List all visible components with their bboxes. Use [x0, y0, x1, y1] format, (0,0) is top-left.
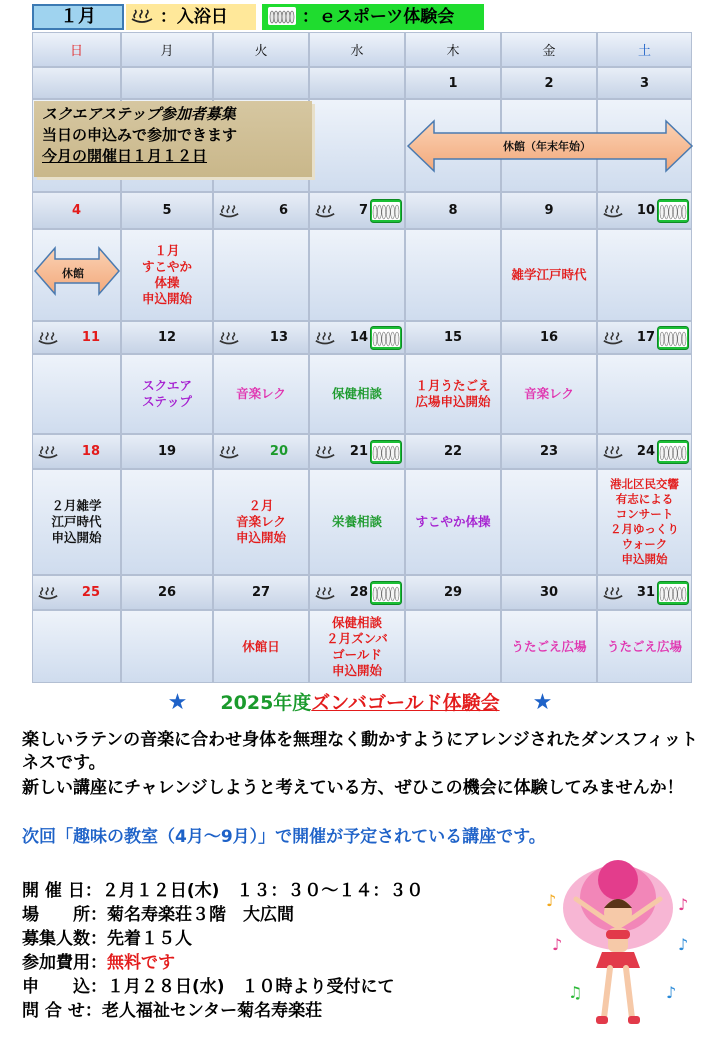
date-cell — [309, 575, 405, 610]
date-number: 28 — [349, 585, 368, 600]
event-text: ２月 音楽レク 申込開始 — [235, 498, 286, 545]
square-step-notice — [34, 101, 312, 177]
date-number: 6 — [278, 203, 288, 218]
bowling-pins-icon — [657, 581, 689, 605]
date-number: 21 — [349, 444, 368, 459]
event-text: １月うたごえ 広場申込開始 — [415, 378, 491, 409]
date-cell — [597, 192, 692, 229]
date-cell — [501, 321, 597, 354]
event-cell — [501, 354, 597, 434]
hot-spring-icon — [37, 585, 59, 601]
info-apply: 申 込：１月２８日(水) １０時より受付にて — [22, 977, 395, 997]
date-number: 17 — [636, 330, 655, 345]
date-cell — [121, 575, 213, 610]
date-cell — [597, 575, 692, 610]
bowling-pins-icon — [657, 199, 689, 223]
event-cell — [597, 354, 692, 434]
event-text: すこやか体操 — [415, 514, 491, 529]
event-cell — [309, 610, 405, 683]
bowling-pins-icon — [657, 440, 689, 464]
weekday-label: 火 — [254, 44, 268, 59]
star-icon: ★ — [167, 690, 188, 715]
event-cell — [501, 610, 597, 683]
event-cell — [213, 610, 309, 683]
date-cell — [405, 434, 501, 469]
svg-text:♪: ♪ — [546, 891, 557, 910]
hot-spring-icon — [314, 330, 336, 346]
event-text: 休館日 — [242, 638, 280, 654]
event-cell — [405, 354, 501, 434]
date-number: 2 — [544, 75, 554, 91]
legend-bath-label: ：入浴日 — [159, 7, 228, 27]
event-cell — [405, 469, 501, 575]
info-fee-label: 参加費用： — [22, 953, 107, 973]
date-number: 11 — [81, 330, 100, 345]
event-cell — [121, 354, 213, 434]
event-text: ２月雑学 江戸時代 申込開始 — [51, 498, 102, 545]
weekday-label: 木 — [446, 44, 460, 59]
event-cell — [32, 610, 121, 683]
svg-text:♪: ♪ — [678, 935, 689, 954]
date-cell — [121, 434, 213, 469]
zumba-description-1: 楽しいラテンの音楽に合わせ身体を無理なく動かすようにアレンジされたダンスフィットネスです。 — [22, 730, 698, 773]
date-number: 5 — [162, 203, 172, 218]
weekday-label: 土 — [637, 44, 651, 59]
event-cell — [32, 354, 121, 434]
weekday-3 — [309, 32, 405, 67]
date-cell — [213, 321, 309, 354]
event-text: 保健相談 — [331, 386, 382, 401]
event-text: 雑学江戸時代 — [511, 267, 587, 282]
weekday-label: 水 — [350, 44, 364, 59]
jan4-closure-label: 休館 — [62, 267, 84, 280]
hot-spring-icon — [314, 585, 336, 601]
legend-esports — [262, 4, 484, 30]
svg-text:♪: ♪ — [666, 983, 677, 1002]
date-number: 24 — [636, 444, 655, 459]
date-number: 8 — [448, 203, 458, 218]
legend-esports-label: ：ｅスポーツ体験会 — [301, 7, 455, 27]
month-label: １月 — [32, 4, 124, 30]
date-cell — [213, 575, 309, 610]
info-fee — [22, 951, 562, 975]
info-capacity: 募集人数：先着１５人 — [22, 929, 192, 949]
event-cell — [213, 354, 309, 434]
date-cell — [309, 192, 405, 229]
zumba-title-highlight: ズンバゴールド体験会 — [311, 692, 500, 714]
date-number: 27 — [251, 585, 271, 600]
date-number: 10 — [636, 203, 655, 218]
date-number: 22 — [443, 444, 463, 459]
date-cell — [405, 321, 501, 354]
event-cell — [405, 610, 501, 683]
date-cell — [405, 67, 501, 99]
event-cell — [309, 354, 405, 434]
date-cell — [501, 67, 597, 99]
weekday-4 — [405, 32, 501, 67]
date-number: 12 — [157, 330, 177, 345]
weekday-5 — [501, 32, 597, 67]
event-cell — [309, 469, 405, 575]
date-cell — [597, 67, 692, 99]
date-cell — [405, 575, 501, 610]
event-cell — [121, 469, 213, 575]
weekday-label: 日 — [69, 44, 83, 59]
star-icon: ★ — [532, 690, 553, 715]
samba-dancer-illustration — [538, 858, 698, 1033]
date-number: 9 — [544, 203, 554, 218]
event-cell — [597, 610, 692, 683]
event-cell — [501, 229, 597, 321]
date-cell — [32, 434, 121, 469]
date-cell — [309, 67, 405, 99]
date-cell — [501, 192, 597, 229]
hot-spring-icon — [602, 330, 624, 346]
date-number: 18 — [81, 444, 100, 459]
weekday-6 — [597, 32, 692, 67]
date-number: 25 — [81, 585, 100, 600]
date-cell — [405, 192, 501, 229]
hot-spring-icon — [218, 330, 240, 346]
svg-text:♫: ♫ — [568, 983, 583, 1002]
notice-line-1: スクエアステップ参加者募集 — [42, 105, 236, 123]
date-cell — [501, 575, 597, 610]
zumba-description-2: 新しい講座にチャレンジしようと考えている方、ぜひこの機会に体験してみませんか！ — [22, 778, 684, 798]
hot-spring-icon — [314, 444, 336, 460]
event-text: 栄養相談 — [331, 514, 382, 529]
event-text: 音楽レク — [236, 386, 286, 401]
date-cell — [121, 192, 213, 229]
hot-spring-icon — [602, 585, 624, 601]
event-cell — [213, 229, 309, 321]
bowling-pins-icon — [657, 326, 689, 350]
event-cell — [32, 469, 121, 575]
date-cell — [501, 434, 597, 469]
date-number: 20 — [269, 444, 288, 459]
bowling-pins-icon — [370, 199, 402, 223]
event-text: スクエア ステップ — [142, 378, 192, 409]
weekday-1 — [121, 32, 213, 67]
date-number: 26 — [157, 585, 177, 600]
date-cell — [32, 575, 121, 610]
date-number: 4 — [71, 203, 82, 218]
bowling-pins-icon — [370, 440, 402, 464]
date-number: 19 — [157, 444, 177, 459]
notice-line-2: 当日の申込みで参加できます — [42, 126, 238, 144]
date-cell — [213, 67, 309, 99]
weekday-0 — [32, 32, 121, 67]
event-text: 音楽レク — [524, 386, 574, 401]
event-cell — [309, 99, 405, 192]
date-number: 16 — [539, 330, 559, 345]
zumba-title-prefix: 2025年度 — [220, 692, 312, 714]
date-number: 13 — [269, 330, 288, 345]
svg-text:♪: ♪ — [552, 935, 563, 954]
info-date: 開 催 日：２月１２日(木) １３：３０～１４：３０ — [22, 881, 424, 901]
event-text: うたごえ広場 — [606, 638, 682, 654]
event-cell — [597, 229, 692, 321]
info-contact: 問 合 せ：老人福祉センター菊名寿楽荘 — [22, 1001, 323, 1021]
event-cell — [213, 469, 309, 575]
date-cell — [121, 321, 213, 354]
date-cell — [309, 321, 405, 354]
date-number: 29 — [443, 585, 463, 600]
weekday-label: 月 — [160, 44, 174, 59]
zumba-description-3: 次回「趣味の教室（4月～9月）」で開催が予定されている講座です。 — [22, 827, 546, 847]
date-number: 15 — [443, 330, 463, 345]
hot-spring-icon — [602, 203, 624, 219]
hot-spring-icon — [218, 203, 240, 219]
hot-spring-icon — [37, 444, 59, 460]
hot-spring-icon — [37, 330, 59, 346]
date-number: 31 — [636, 585, 655, 600]
date-cell — [213, 434, 309, 469]
hot-spring-icon — [130, 8, 154, 24]
date-number: 7 — [358, 203, 368, 218]
weekday-label: 金 — [542, 44, 556, 59]
event-cell — [597, 469, 692, 575]
date-cell — [32, 192, 121, 229]
bowling-pins-icon — [268, 7, 296, 25]
notice-line-3: 今月の開催日１月１２日 — [42, 147, 208, 165]
date-cell — [213, 192, 309, 229]
zumba-info — [22, 879, 562, 1023]
new-year-closure-label: 休館（年末年始） — [503, 140, 591, 153]
date-cell — [597, 434, 692, 469]
svg-text:♪: ♪ — [678, 895, 689, 914]
date-number: 3 — [639, 75, 650, 91]
event-text: １月 すこやか 体操 申込開始 — [141, 243, 192, 306]
event-text: 保健相談 ２月ズンバ ゴールド 申込開始 — [326, 614, 388, 678]
info-place: 場 所：菊名寿楽荘３階 大広間 — [22, 905, 294, 925]
date-cell — [32, 321, 121, 354]
legend-bath — [126, 4, 256, 30]
event-cell — [121, 229, 213, 321]
date-number: 14 — [349, 330, 368, 345]
hot-spring-icon — [218, 444, 240, 460]
zumba-title — [0, 688, 720, 715]
info-fee-value: 無料です — [107, 953, 175, 973]
date-cell — [121, 67, 213, 99]
date-number: 23 — [539, 444, 559, 459]
event-cell — [405, 229, 501, 321]
date-cell — [309, 434, 405, 469]
date-cell — [32, 67, 121, 99]
bowling-pins-icon — [370, 326, 402, 350]
bowling-pins-icon — [370, 581, 402, 605]
event-cell — [309, 229, 405, 321]
event-text: うたごえ広場 — [511, 638, 587, 654]
event-cell — [501, 469, 597, 575]
weekday-2 — [213, 32, 309, 67]
date-number: 1 — [448, 75, 458, 91]
hot-spring-icon — [314, 203, 336, 219]
date-cell — [597, 321, 692, 354]
event-cell — [121, 610, 213, 683]
event-text: 港北区民交響 有志による コンサート ２月ゆっくり ウォーク 申込開始 — [610, 477, 679, 566]
hot-spring-icon — [602, 444, 624, 460]
date-number: 30 — [539, 585, 559, 600]
